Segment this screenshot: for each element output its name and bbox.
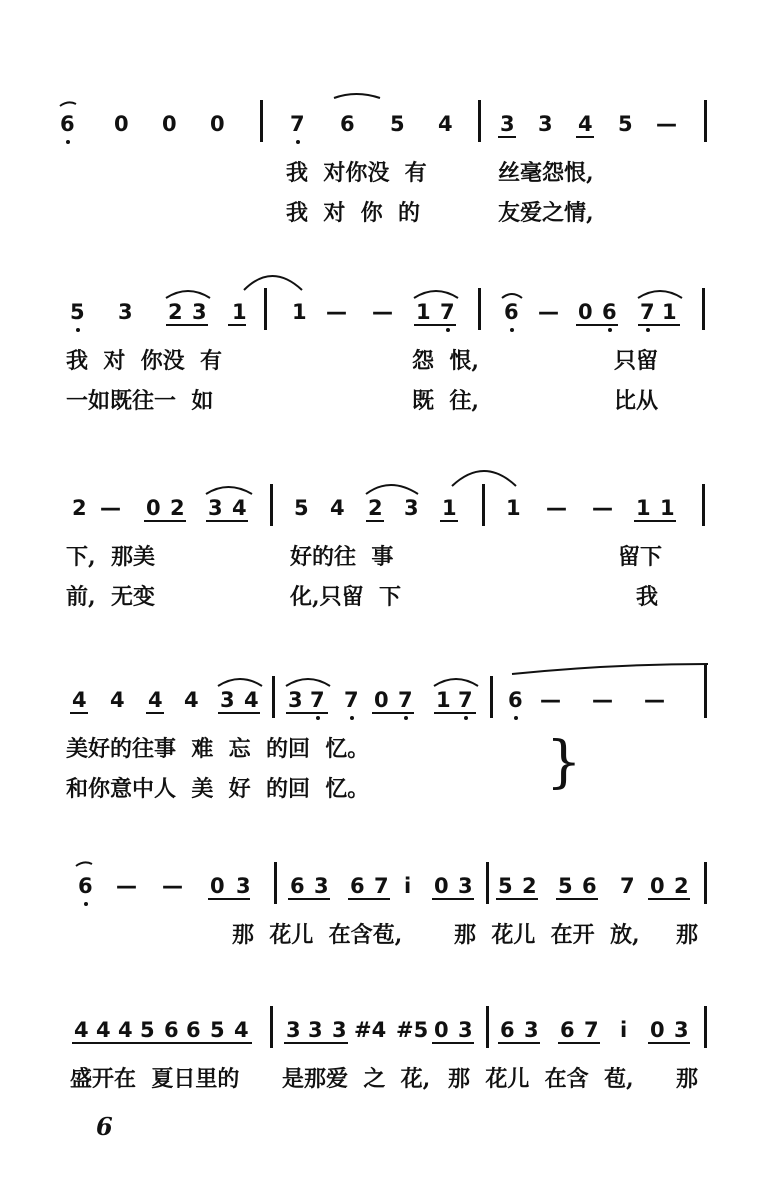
underline [72,1042,252,1044]
underline [498,136,516,138]
note-3: 3 [118,300,133,324]
note-6: 6 [60,112,75,136]
note-4: 4 [96,1018,111,1042]
note-7: 7 [620,874,635,898]
note-6: 6 [340,112,355,136]
note-1: 1 [232,300,247,324]
bar-line [702,288,705,330]
dash: — [540,688,561,712]
note-5: 5 [498,874,513,898]
underline [206,520,248,522]
note-5: 5 [210,1018,225,1042]
underline [284,1042,348,1044]
bar-line [704,1006,707,1048]
low-octave-dot [404,716,408,720]
note-3: 3 [538,112,553,136]
underline [440,520,458,522]
low-octave-dot [350,716,354,720]
note-0: 0 [374,688,389,712]
bar-line [260,100,263,142]
note-sharp-5: #5 [396,1018,429,1042]
note-3: 3 [220,688,235,712]
note-0: 0 [434,874,449,898]
note-4: 4 [244,688,259,712]
underline [432,1042,474,1044]
dash: — [326,300,347,324]
note-4: 4 [110,688,125,712]
bar-line [478,288,481,330]
note-5: 5 [558,874,573,898]
underline [208,898,250,900]
note-0: 0 [650,874,665,898]
bar-line [274,862,277,904]
note-4: 4 [232,496,247,520]
note-4: 4 [74,1018,89,1042]
bar-line [482,484,485,526]
note-2: 2 [170,496,185,520]
underline [432,898,474,900]
note-0: 0 [578,300,593,324]
note-1: 1 [416,300,431,324]
note-1: 1 [436,688,451,712]
lyric-line [0,580,772,614]
note-4: 4 [184,688,199,712]
low-octave-dot [510,328,514,332]
note-6: 6 [78,874,93,898]
slur-arc [334,94,380,98]
note-5: 5 [140,1018,155,1042]
dash: — [372,300,393,324]
lyric-phrase: 留下 [618,544,663,570]
underline [634,520,676,522]
bar-line [486,862,489,904]
note-4: 4 [234,1018,249,1042]
low-octave-dot [84,902,88,906]
lyric-line [0,384,772,418]
lyric-phrase: 美好的往事 难 忘 的回 忆。 [66,736,370,762]
lyric-line [0,772,772,806]
underline [576,136,594,138]
note-6: 6 [350,874,365,898]
dash: — [100,496,121,520]
note-7: 7 [458,688,473,712]
note-6: 6 [500,1018,515,1042]
lyric-line [0,1062,772,1096]
low-octave-dot [66,140,70,144]
lyric-phrase: 丝毫怨恨, [498,160,594,186]
dash: — [656,112,677,136]
brace: } [546,730,582,795]
dash: — [116,874,137,898]
tie-arc [512,664,708,674]
low-octave-dot [446,328,450,332]
note-7: 7 [310,688,325,712]
note-4: 4 [330,496,345,520]
bar-line [704,100,707,142]
lyric-phrase: 下, 那美 [66,544,155,570]
note-5: 5 [294,496,309,520]
lyric-phrase: 我 [636,584,659,610]
note-6: 6 [186,1018,201,1042]
lyric-phrase: 和你意中人 美 好 的回 忆。 [66,776,370,802]
note-7: 7 [374,874,389,898]
note-6: 6 [164,1018,179,1042]
note-4: 4 [148,688,163,712]
bar-line [270,1006,273,1048]
low-octave-dot [646,328,650,332]
note-3: 3 [308,1018,323,1042]
lyric-phrase: 比从 [614,388,659,414]
note-1: 1 [442,496,457,520]
note-0: 0 [210,874,225,898]
note-7: 7 [440,300,455,324]
underline [70,712,88,714]
lyric-phrase: 那 花儿 在含 苞, [448,1066,634,1092]
note-0: 0 [146,496,161,520]
note-7: 7 [584,1018,599,1042]
lyric-phrase: 我 对你没 有 [286,160,427,186]
underline [218,712,260,714]
note-3: 3 [314,874,329,898]
bar-line [702,484,705,526]
dash: — [546,496,567,520]
note-1: 1 [636,496,651,520]
note-0: 0 [114,112,129,136]
bar-line [704,862,707,904]
note-0: 0 [650,1018,665,1042]
lyric-line [0,196,772,230]
lyric-line [0,344,772,378]
lyric-phrase: 是那爱 之 花, [282,1066,431,1092]
lyric-phrase: 既 往, [412,388,479,414]
lyric-phrase: 那 花儿 在含苞, [232,922,403,948]
note-6: 6 [582,874,597,898]
note-3: 3 [236,874,251,898]
note-sharp-4: #4 [354,1018,387,1042]
note-3: 3 [674,1018,689,1042]
lyric-phrase: 怨 恨, [412,348,479,374]
note-5: 5 [390,112,405,136]
lyric-phrase: 我 对 你 的 [286,200,420,226]
note-3: 3 [500,112,515,136]
underline [414,324,456,326]
underline [228,324,246,326]
note-7: 7 [290,112,305,136]
note-3: 3 [404,496,419,520]
note-3: 3 [286,1018,301,1042]
bar-line [478,100,481,142]
dash: — [592,496,613,520]
lyric-phrase: 那 花儿 在开 放, [454,922,640,948]
note-1: 1 [506,496,521,520]
page-number: 6 [96,1112,113,1141]
lyric-phrase: 一如既往一 如 [66,388,214,414]
note-7: 7 [398,688,413,712]
underline [166,324,208,326]
note-3: 3 [458,874,473,898]
underline [638,324,680,326]
bar-line [486,1006,489,1048]
bar-line [490,676,493,718]
note-7: 7 [344,688,359,712]
note-2: 2 [522,874,537,898]
note-0: 0 [210,112,225,136]
underline [498,1042,540,1044]
low-octave-dot [316,716,320,720]
underline [434,712,476,714]
low-octave-dot [296,140,300,144]
lyric-phrase: 只留 [614,348,659,374]
note-4: 4 [118,1018,133,1042]
bar-line [704,664,707,718]
dash: — [162,874,183,898]
underline [558,1042,600,1044]
note-3: 3 [524,1018,539,1042]
note-1: 1 [292,300,307,324]
note-0: 0 [434,1018,449,1042]
lyric-phrase: 好的往 事 [290,544,394,570]
lyric-phrase: 那 [676,922,699,948]
note-3: 3 [192,300,207,324]
underline [146,712,164,714]
note-6: 6 [290,874,305,898]
note-6: 6 [560,1018,575,1042]
underline [286,712,328,714]
note-2: 2 [72,496,87,520]
lyric-line [0,918,772,952]
underline [144,520,186,522]
note-5: 5 [618,112,633,136]
note-2: 2 [674,874,689,898]
underline [348,898,390,900]
bar-line [264,288,267,330]
bar-line [272,676,275,718]
low-octave-dot [76,328,80,332]
note-6: 6 [508,688,523,712]
dash: — [592,688,613,712]
note-1: 1 [660,496,675,520]
low-octave-dot [464,716,468,720]
lyric-line [0,732,772,766]
lyric-line [0,540,772,574]
lyric-phrase: 友爱之情, [498,200,594,226]
note-3: 3 [288,688,303,712]
lyric-phrase: 盛开在 夏日里的 [70,1066,240,1092]
note-3: 3 [208,496,223,520]
note-7: 7 [640,300,655,324]
lyric-phrase: 我 对 你没 有 [66,348,222,374]
note-3: 3 [332,1018,347,1042]
lyric-line [0,156,772,190]
bar-line [270,484,273,526]
underline [496,898,538,900]
note-1-high: i [404,874,412,898]
note-2: 2 [168,300,183,324]
dash: — [538,300,559,324]
lyric-phrase: 前, 无变 [66,584,155,610]
low-octave-dot [608,328,612,332]
note-4: 4 [438,112,453,136]
note-2: 2 [368,496,383,520]
underline [648,1042,690,1044]
note-6: 6 [602,300,617,324]
underline [648,898,690,900]
lyric-phrase: 那 [676,1066,699,1092]
note-1: 1 [662,300,677,324]
note-1-high: i [620,1018,628,1042]
lyric-phrase: 化,只留 下 [290,584,401,610]
underline [576,324,618,326]
note-0: 0 [162,112,177,136]
note-5: 5 [70,300,85,324]
dash: — [644,688,665,712]
underline [288,898,330,900]
underline [372,712,414,714]
underline [556,898,598,900]
low-octave-dot [514,716,518,720]
note-4: 4 [578,112,593,136]
note-3: 3 [458,1018,473,1042]
underline [366,520,384,522]
note-4: 4 [72,688,87,712]
note-6: 6 [504,300,519,324]
